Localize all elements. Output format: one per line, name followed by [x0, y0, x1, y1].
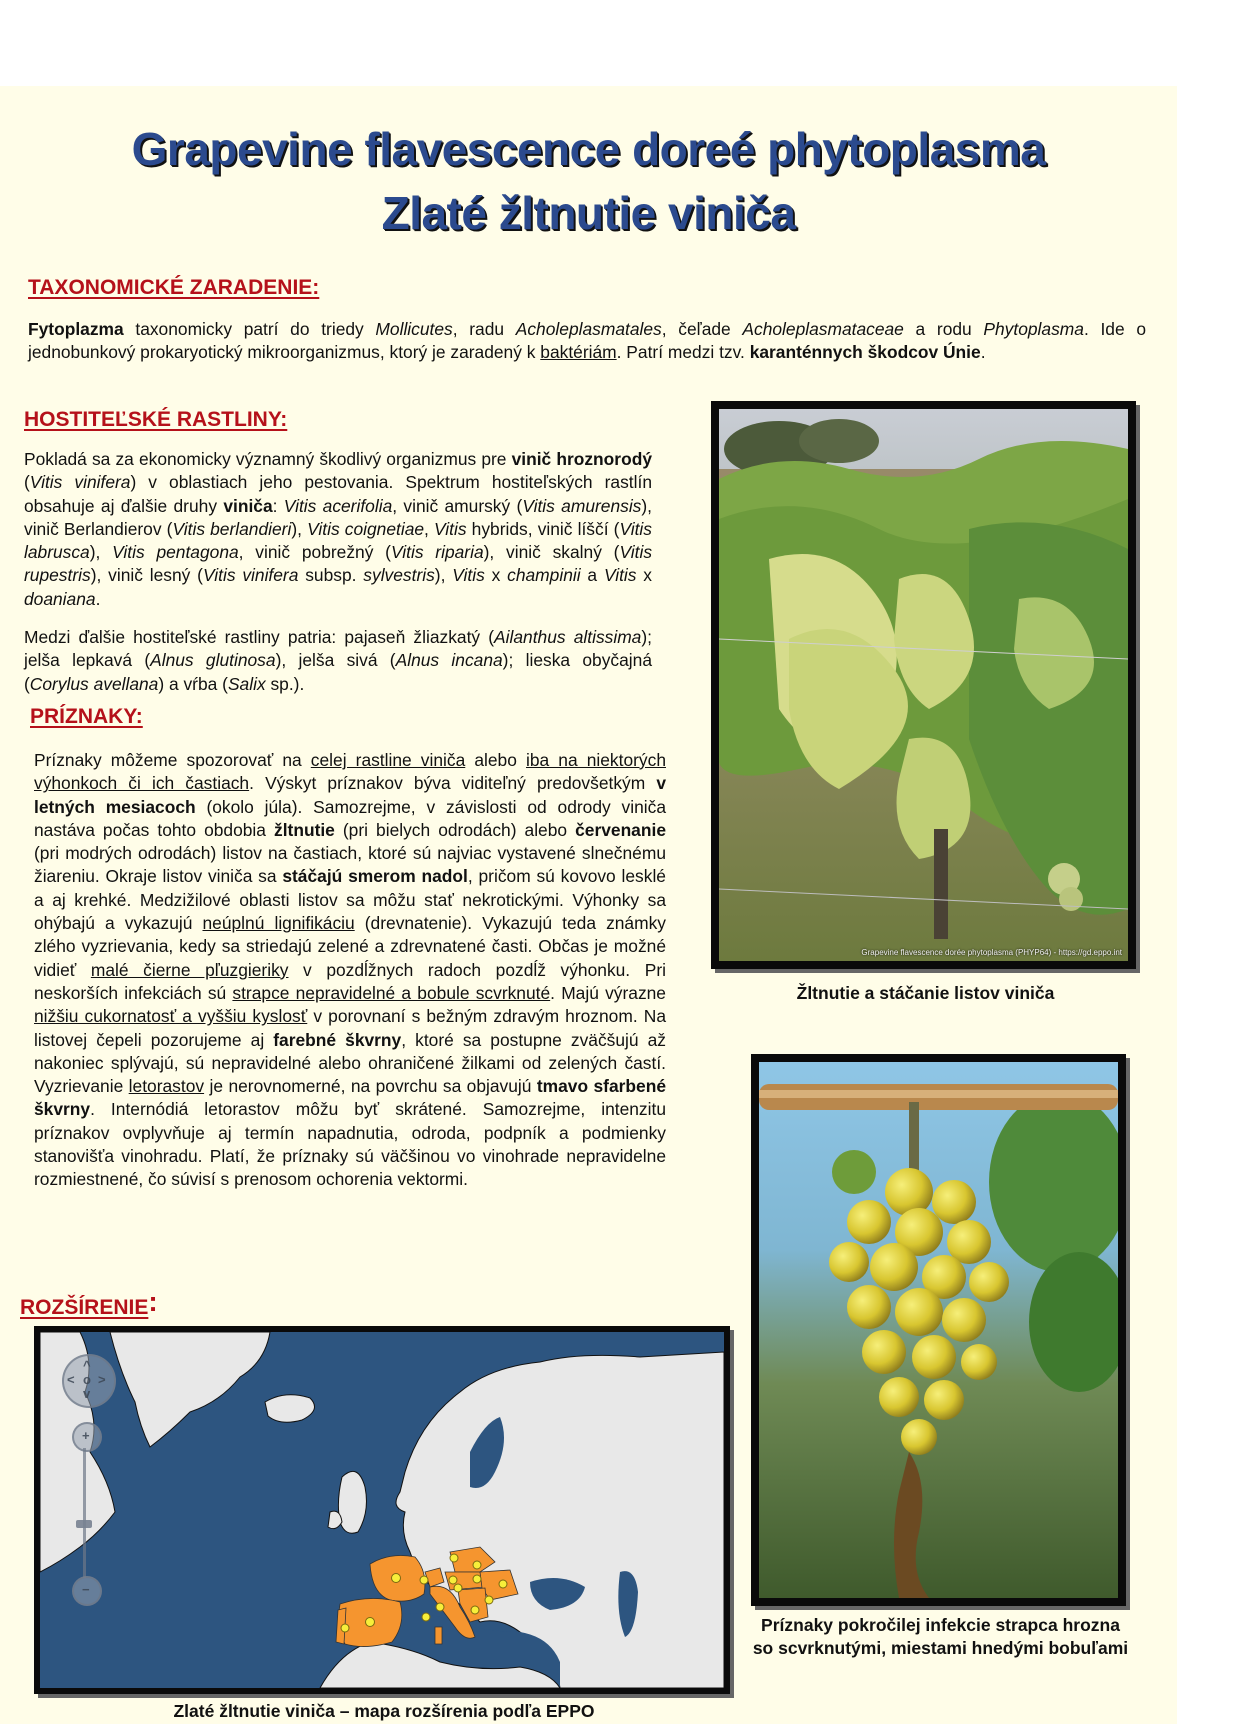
map-marker[interactable]: [450, 1554, 458, 1562]
text-segment: ), jelša sivá (: [275, 650, 396, 671]
map-marker[interactable]: [449, 1576, 457, 1584]
vineyard-photo-frame: [711, 401, 1136, 969]
bold-text: v letných mesiacoch: [34, 773, 666, 817]
map-zoom-in-button[interactable]: [72, 1422, 102, 1452]
text-segment: ), vinič Berlandierov (: [24, 495, 653, 539]
taxonomy-text: [28, 318, 1146, 365]
map-marker[interactable]: [473, 1561, 481, 1569]
text-segment: hybrids, vinič líščí (: [466, 518, 620, 539]
heading-host-plants: HOSTITEĽSKÉ RASTLINY:: [24, 408, 288, 431]
italic-text: Phytoplasma: [983, 319, 1084, 339]
text-segment: , čeľade: [661, 319, 743, 339]
text-segment: , vinič pobrežný (: [238, 542, 391, 563]
text-segment: x: [636, 565, 653, 586]
underlined-text: letorastov: [128, 1076, 205, 1097]
text-segment: x: [484, 565, 508, 586]
heading-distribution-label: ROZŠÍRENIE: [20, 1296, 149, 1319]
title-slovak: Zlaté žltnutie viniča: [381, 187, 796, 239]
pan-home-icon[interactable]: o: [83, 1372, 91, 1387]
italic-text: Vitis acerifolia: [283, 495, 393, 516]
text-segment: .: [95, 588, 101, 609]
text-segment: (pri bielych odrodách) alebo: [334, 819, 576, 840]
italic-text: Ailanthus altissima: [494, 627, 642, 647]
text-segment: (drevnatenie). Vykazujú teda známky zlého vyzrievania, kedy sa striedajú zelené a zdrevnatené časti. Občas je možné vidieť: [34, 913, 666, 980]
map-marker[interactable]: [392, 1574, 401, 1583]
distribution-map[interactable]: [40, 1332, 724, 1688]
text-segment: (okolo júla). Samozrejme, v závislosti od odrody viniča nastáva počas tohto obdobia: [34, 796, 666, 840]
text-segment: ),: [434, 565, 453, 586]
italic-text: champinii: [507, 565, 581, 586]
text-segment: . Internódiá letorastov môžu byť skrátené. Samozrejme, intenzitu príznakov ovplyvňuje aj termín napadnutia, odroda, podpník a podmienky stanovišťa vinohradu. Platí, že príznaky sú väčšinou vo vinohrade nepravidelne rozmiestnené, čo súvisí s prenosom ochorenia vektormi.: [34, 1099, 666, 1190]
host-plants-text: [24, 448, 652, 611]
map-marker[interactable]: [366, 1618, 375, 1627]
pan-up-icon[interactable]: ^: [83, 1358, 91, 1373]
text-segment: sp.).: [265, 673, 305, 694]
italic-text: Vitis amurensis: [522, 495, 642, 516]
text-segment: a rodu: [903, 319, 984, 339]
bold-text: viniča: [223, 495, 273, 516]
italic-text: Alnus incana: [395, 650, 503, 671]
vineyard-caption: Žltnutie a stáčanie listov viniča: [796, 983, 1055, 1003]
bold-text: žltnutie: [274, 819, 335, 840]
map-zoom-slider-handle[interactable]: [76, 1520, 92, 1528]
text-segment: ) a vŕba (: [158, 673, 228, 694]
map-pan-control[interactable]: [62, 1354, 116, 1408]
map-marker[interactable]: [473, 1575, 481, 1583]
title-english: Grapevine flavescence doreé phytoplasma: [131, 123, 1046, 175]
text-segment: ,: [424, 518, 435, 539]
italic-text: Vitis: [603, 565, 637, 586]
text-segment: ),: [291, 518, 308, 539]
text-segment: ); lieska obyčajná (: [24, 650, 652, 694]
heading-distribution-colon: :: [148, 1286, 158, 1317]
italic-text: Acholeplasmatales: [515, 319, 662, 339]
bold-text: červenanie: [575, 819, 666, 840]
bold-text: Fytoplazma: [28, 319, 124, 339]
text-segment: Pokladá sa za ekonomicky významný škodlivý organizmus pre: [24, 449, 512, 469]
map-marker[interactable]: [436, 1603, 444, 1611]
map-marker[interactable]: [485, 1596, 493, 1604]
italic-text: doaniana: [24, 588, 96, 609]
italic-text: Vitis: [452, 565, 485, 586]
underlined-text: iba na niektorých výhonkoch či ich častiach: [34, 750, 666, 794]
other-hosts-text: [24, 626, 652, 696]
map-marker[interactable]: [499, 1580, 507, 1588]
italic-text: Vitis rupestris: [24, 542, 653, 586]
text-segment: . Majú výrazne: [550, 982, 666, 1003]
text-segment: , ktoré sa postupne zväčšujú až nakoniec splývajú, sú nepravidelné alebo ohraničené žilkami od zelených častí. Vyzrievanie: [34, 1029, 667, 1097]
text-segment: :: [272, 495, 284, 516]
text-segment: ); jelša lepkavá (: [24, 627, 652, 671]
heading-symptoms: PRÍZNAKY:: [30, 705, 143, 728]
italic-text: Vitis riparia: [390, 542, 484, 563]
text-segment: ) v oblastiach jeho pestovania. Spektrum hostiteľských rastlín obsahuje aj ďalšie druhy: [24, 472, 652, 516]
italic-text: Vitis pentagona: [112, 542, 239, 563]
italic-text: Vitis vinifera: [202, 565, 299, 586]
underlined-text: strapce nepravidelné a bobule scvrknuté: [232, 982, 551, 1003]
grapes-photo-frame: [751, 1054, 1126, 1606]
italic-text: Vitis berlandieri: [172, 518, 292, 539]
map-marker[interactable]: [454, 1584, 462, 1592]
italic-text: sylvestris: [363, 565, 435, 586]
bold-text: karanténnych škodcov Únie: [749, 342, 981, 363]
heading-distribution: [20, 1286, 158, 1320]
text-segment: , radu: [452, 319, 516, 339]
map-caption: Zlaté žltnutie viniča – mapa rozšírenia podľa EPPO: [173, 1701, 595, 1721]
text-segment: je nerovnomerné, na povrchu sa objavujú: [204, 1076, 537, 1097]
italic-text: Acholeplasmataceae: [742, 319, 904, 339]
bold-text: farebné škvrny: [273, 1029, 402, 1050]
zoom-out-icon: −: [82, 1582, 90, 1597]
map-marker[interactable]: [422, 1613, 430, 1621]
map-country-sardinia: [435, 1627, 442, 1644]
bold-text: stáčajú smerom nadol: [282, 866, 468, 887]
italic-text: Mollicutes: [375, 319, 453, 339]
text-segment: a: [580, 565, 604, 586]
text-segment: (: [24, 472, 30, 493]
text-segment: . Výskyt príznakov býva viditeľný predovšetkým: [249, 773, 657, 794]
zoom-in-icon: +: [82, 1428, 90, 1443]
italic-text: Vitis vinifera: [29, 472, 131, 493]
map-marker[interactable]: [471, 1606, 479, 1614]
text-segment: . Ide o jednobunkový prokaryotický mikroorganizmus, ktorý je zaradený k: [28, 319, 1146, 363]
text-segment: Medzi ďalšie hostiteľské rastliny patria: pajaseň žliazkatý (: [24, 627, 495, 647]
bold-text: vinič hroznorodý: [511, 449, 652, 469]
grapes-caption: Príznaky pokročilej infekcie strapca hrozna so scvrknutými, miestami hnedými bobuľami: [752, 1615, 1129, 1658]
text-segment: ),: [89, 542, 113, 563]
italic-text: Salix: [227, 673, 266, 694]
underlined-text: baktériám: [540, 342, 617, 363]
vineyard-photo-credit: Grapevine flavescence dorée phytoplasma (PHYP64) - https://gd.eppo.int: [861, 948, 1122, 957]
bold-text: tmavo sfarbené škvrny: [34, 1076, 667, 1120]
italic-text: Vitis: [434, 518, 467, 539]
italic-text: Vitis labrusca: [24, 518, 652, 563]
map-land-uk: [338, 1471, 366, 1533]
underlined-text: malé čierne pľuzgieriky: [90, 959, 289, 980]
map-marker[interactable]: [420, 1576, 428, 1584]
map-marker[interactable]: [341, 1624, 349, 1632]
symptoms-text: [34, 749, 666, 1192]
text-segment: ), vinič lesný (: [90, 565, 203, 586]
underlined-text: nižšiu cukornatosť a vyššiu kyslosť: [34, 1006, 308, 1027]
distribution-map-image: [40, 1332, 724, 1688]
vineyard-photo: [719, 409, 1128, 961]
pan-left-icon[interactable]: <: [67, 1372, 75, 1387]
text-segment: (pri modrých odrodách) listov na častiach, ktoré sú najviac vystavené slnečnému žiareniu. Okraje listov viniča sa: [34, 843, 666, 887]
italic-text: Alnus glutinosa: [150, 650, 276, 671]
text-segment: v pozdĺžnych radoch pozdĺž výhonku. Pri neskorších infekciách sú: [34, 959, 666, 1003]
distribution-map-frame: [34, 1326, 730, 1694]
map-zoom-out-button[interactable]: [72, 1576, 102, 1606]
text-segment: Príznaky môžeme spozorovať na: [34, 750, 311, 770]
heading-taxonomy: TAXONOMICKÉ ZARADENIE:: [28, 276, 320, 299]
map-zoom-slider-track[interactable]: [83, 1448, 86, 1578]
pan-down-icon[interactable]: v: [83, 1386, 91, 1401]
text-segment: . Patrí medzi tzv.: [616, 342, 750, 363]
text-segment: , vinič amurský (: [392, 495, 523, 516]
vineyard-photo-image: [719, 409, 1128, 961]
italic-text: Vitis coignetiae: [307, 518, 425, 539]
text-segment: taxonomicky patrí do triedy: [123, 319, 376, 339]
underlined-text: neúplnú lignifikáciu: [202, 913, 355, 934]
pan-right-icon[interactable]: >: [98, 1372, 106, 1387]
text-segment: .: [980, 342, 986, 363]
underlined-text: celej rastline viniča: [310, 750, 466, 770]
text-segment: ), vinič skalný (: [483, 542, 620, 563]
grapes-photo: [759, 1062, 1118, 1598]
text-segment: v porovnaní s bežným zdravým hroznom. Na listovej čepeli pozorujeme aj: [34, 1006, 666, 1050]
text-segment: subsp.: [298, 565, 364, 586]
italic-text: Corylus avellana: [29, 673, 159, 694]
text-segment: alebo: [465, 750, 526, 770]
grapes-photo-image: [759, 1062, 1118, 1598]
text-segment: , pričom sú kovovo lesklé a aj krehké. Medzižilové oblasti listov sa môžu stať nekrotickými. Výhonky sa ohýbajú a vykazujú: [34, 866, 666, 934]
